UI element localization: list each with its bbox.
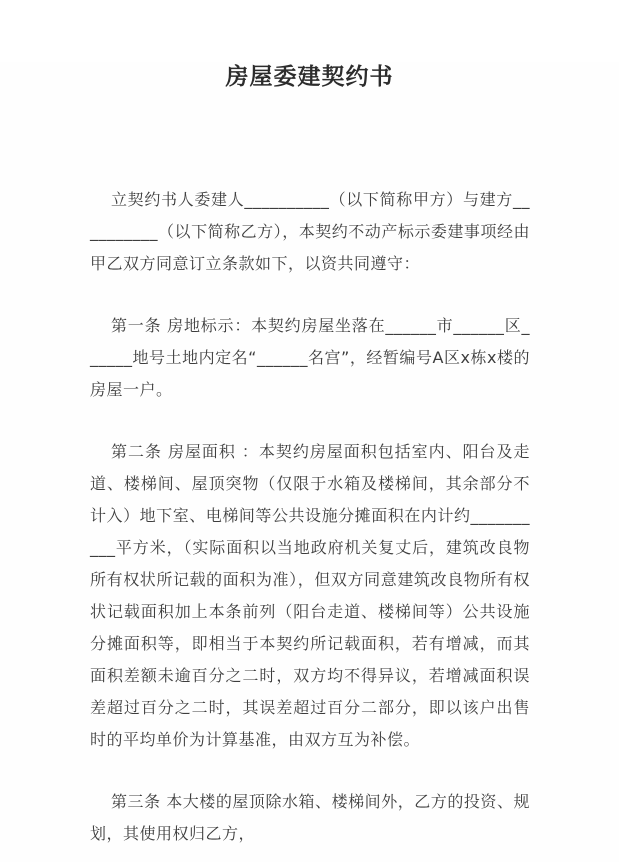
- document-body: [90, 184, 530, 850]
- paragraph-preamble: 立契约书人委建人__________（以下简称甲方）与建方__________（以下简称乙方），本契约不动产标示委建事项经由甲乙双方同意订立条款如下，以资共同遵守：: [90, 190, 530, 273]
- paragraph-article-1: 第一条 房地标示：本契约房屋坐落在______市______区______地号土地内定名“______名宫”，经暂编号A区x栋x楼的房屋一户。: [90, 316, 530, 399]
- paragraph-article-3: 第三条 本大楼的屋顶除水箱、楼梯间外，乙方的投资、规划，其使用权归乙方，: [90, 792, 530, 843]
- contract-page: [0, 62, 619, 862]
- paragraph-article-2: 第二条 房屋面积 ：本契约房屋面积包括室内、阳台及走道、楼梯间、屋顶突物（仅限于水箱及楼梯间，其余部分不计入）地下室、电梯间等公共设施分摊面积在内计约__________平方米，（实际面积以当地政府机关复丈后，建筑改良物所有权状所记载的面积为准），但双方同意建筑改良物所有权状记载面积加上本条前列（阳台走道、楼梯间等）公共设施分摊面积等，即相当于本契约所记载面积，若有增减，而其面积差额未逾百分之二时，双方均不得异议，若增减面积误差超过百分之二时，其误差超过百分二部分，即以该户出售时的平均单价为计算基准，由双方互为补偿。: [90, 442, 530, 749]
- document-title: 房屋委建契约书: [225, 64, 394, 90]
